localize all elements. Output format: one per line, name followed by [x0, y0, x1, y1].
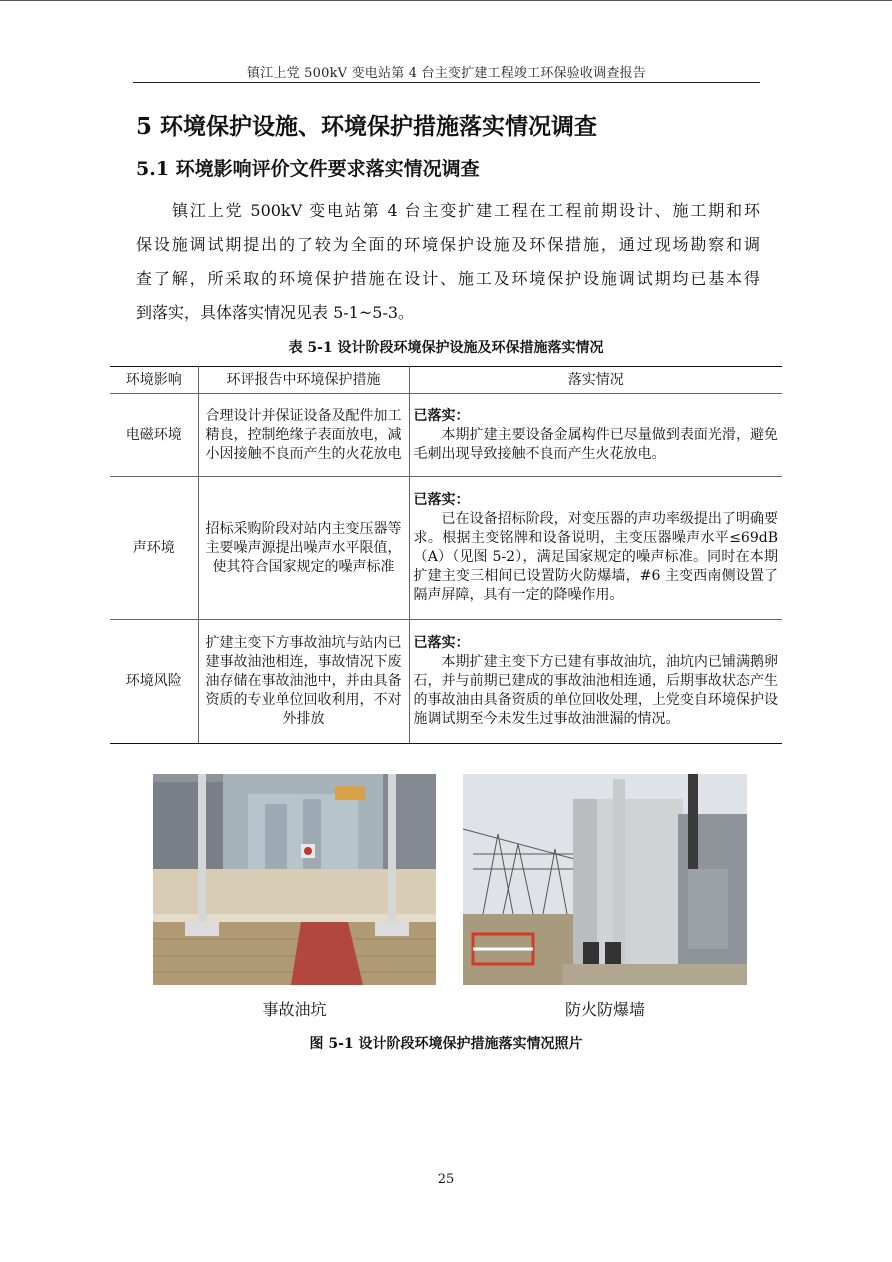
status-cell — [409, 477, 782, 620]
status-text: 本期扩建主要设备金属构件已尽量做到表面光滑，避免毛刺出现导致接触不良而产生火花放电。 — [413, 426, 778, 462]
impact-cell: 环境风险 — [110, 620, 198, 744]
column-header: 落实情况 — [409, 367, 782, 394]
measure-cell: 招标采购阶段对站内主变压器等主要噪声源提出噪声水平限值，使其符合国家规定的噪声标准 — [198, 477, 409, 620]
subsection-heading: 5.1 环境影响评价文件要求落实情况调查 — [136, 158, 480, 180]
paragraph-line: 镇江上党 500kV 变电站第 4 台主变扩建工程在工程前期设计、施工期和环 — [172, 201, 760, 220]
status-label: 已落实： — [413, 407, 470, 424]
section-heading: 5 环境保护设施、环境保护措施落实情况调查 — [136, 113, 598, 140]
figure-caption: 图 5-1 设计阶段环境保护措施落实情况照片 — [309, 1036, 583, 1052]
paragraph-line: 到落实，具体落实情况见表 5-1~5-3。 — [136, 303, 415, 322]
table-row — [110, 394, 782, 477]
impact-cell: 电磁环境 — [110, 394, 198, 477]
paragraph-line: 查了解，所采取的环境保护措施在设计、施工及环境保护设施调试期均已基本得 — [136, 269, 760, 288]
status-label: 已落实： — [413, 635, 470, 651]
measure-cell: 扩建主变下方事故油坑与站内已建事故油池相连，事故情况下废油存储在事故油池中，并由具备资质的专业单位回收利用，不对外排放 — [198, 620, 409, 744]
body-paragraph — [136, 194, 760, 330]
paragraph-line: 保设施调试期提出的了较为全面的环境保护设施及环保措施，通过现场勘察和调 — [136, 235, 760, 254]
header-rule — [133, 82, 760, 83]
firewall-photo — [463, 774, 747, 985]
oil-pit-caption: 事故油坑 — [262, 1000, 327, 1019]
status-cell — [409, 620, 782, 744]
firewall-caption: 防火防爆墙 — [564, 1000, 645, 1019]
impact-cell: 声环境 — [110, 477, 198, 620]
page-number: 25 — [437, 1172, 455, 1187]
column-header: 环境影响 — [110, 367, 198, 394]
table-caption: 表 5-1 设计阶段环境保护设施及环保措施落实情况 — [288, 340, 604, 356]
status-cell — [409, 394, 782, 477]
table-row — [110, 477, 782, 620]
measures-table — [110, 366, 782, 744]
measure-cell: 合理设计并保证设备及配件加工精良，控制绝缘子表面放电，减小因接触不良而产生的火花放电 — [198, 394, 409, 477]
table-header-row — [110, 367, 782, 394]
oil-pit-photo — [153, 774, 436, 985]
column-header: 环评报告中环境保护措施 — [198, 367, 409, 394]
status-text: 本期扩建主变下方已建有事故油坑，油坑内已铺满鹅卵石，并与前期已建成的事故油池相连通，后期事故状态产生的事故油由具备资质的单位回收处理，上党变自环境保护设施调试期至今未发生过事故油泄漏的情况。 — [413, 654, 778, 727]
running-header: 镇江上党 500kV 变电站第 4 台主变扩建工程竣工环保验收调查报告 — [247, 66, 646, 81]
table-row — [110, 620, 782, 744]
top-border-line — [0, 0, 892, 1]
status-label: 已落实： — [413, 492, 470, 508]
status-text: 已在设备招标阶段，对变压器的声功率级提出了明确要求。根据主变铭牌和设备说明，主变压器噪声水平≤69dB（A）（见图 5-2），满足国家规定的噪声标准。同时在本期扩建主变三相间已设置防火防爆墙，#6 主变西南侧设置了隔声屏障，具有一定的降噪作用。 — [413, 511, 778, 603]
